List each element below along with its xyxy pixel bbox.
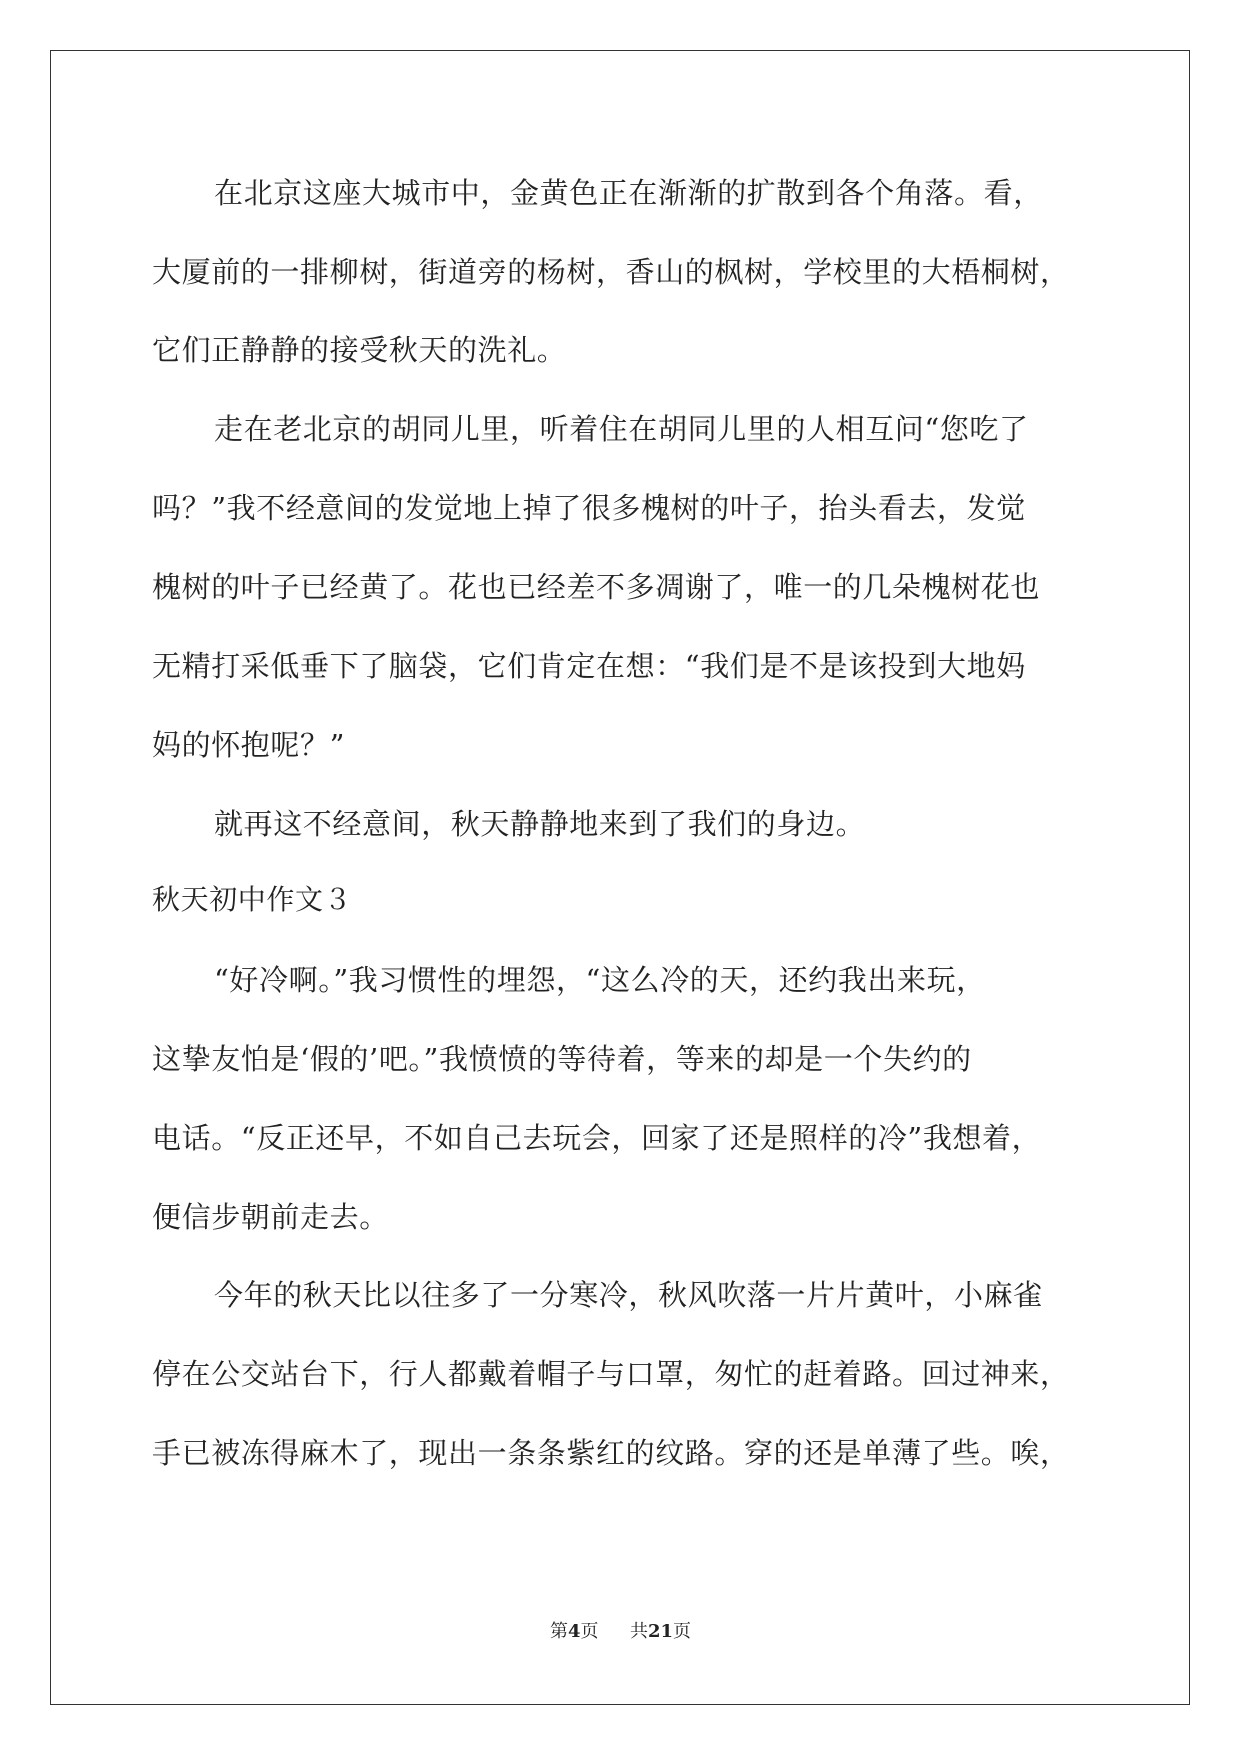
paragraph-1-line-3: 它们正静静的接受秋天的洗礼。 [152, 333, 567, 367]
page-number: 4 [567, 1621, 581, 1642]
page-suffix: 页 [580, 1621, 599, 1642]
page-footer [0, 1620, 1241, 1644]
paragraph-5-line-2: 停在公交站台下，行人都戴着帽子与口罩，匆忙的赶着路。回过神来， [152, 1357, 1070, 1391]
paragraph-2-line-4: 无精打采低垂下了脑袋，它们肯定在想：“我们是不是该投到大地妈 [152, 649, 1026, 683]
total-prefix: 共 [629, 1621, 648, 1642]
paragraph-2-line-3: 槐树的叶子已经黄了。花也已经差不多凋谢了，唯一的几朵槐树花也 [152, 570, 1041, 604]
paragraph-4-line-1: “好冷啊。”我习惯性的埋怨，“这么冷的天，还约我出来玩， [214, 963, 986, 997]
paragraph-1-line-2: 大厦前的一排柳树，街道旁的杨树，香山的枫树，学校里的大梧桐树， [152, 255, 1070, 289]
paragraph-5-line-1: 今年的秋天比以往多了一分寒冷，秋风吹落一片片黄叶，小麻雀 [214, 1278, 1043, 1312]
paragraph-4-line-4: 便信步朝前走去。 [152, 1200, 389, 1234]
paragraph-5-line-3: 手已被冻得麻木了，现出一条条紫红的纹路。穿的还是单薄了些。唉， [152, 1436, 1070, 1470]
paragraph-3-line-1: 就再这不经意间，秋天静静地来到了我们的身边。 [214, 807, 866, 841]
paragraph-2-line-2: 吗？”我不经意间的发觉地上掉了很多槐树的叶子，抬头看去，发觉 [152, 491, 1026, 525]
paragraph-2-line-5: 妈的怀抱呢？” [152, 728, 346, 762]
paragraph-2-line-1: 走在老北京的胡同儿里，听着住在胡同儿里的人相互问“您吃了 [214, 412, 1029, 446]
total-suffix: 页 [673, 1621, 692, 1642]
paragraph-4-line-3: 电话。“反正还早，不如自己去玩会，回家了还是照样的冷”我想着， [152, 1121, 1042, 1155]
page-prefix: 第 [549, 1621, 568, 1642]
total-pages: 21 [647, 1621, 674, 1642]
section-heading: 秋天初中作文３ [152, 883, 353, 916]
paragraph-4-line-2: 这挚友怕是‘假的’吧。”我愤愤的等待着，等来的却是一个失约的 [152, 1042, 972, 1076]
paragraph-1-line-1: 在北京这座大城市中，金黄色正在渐渐的扩散到各个角落。看， [214, 176, 1043, 210]
